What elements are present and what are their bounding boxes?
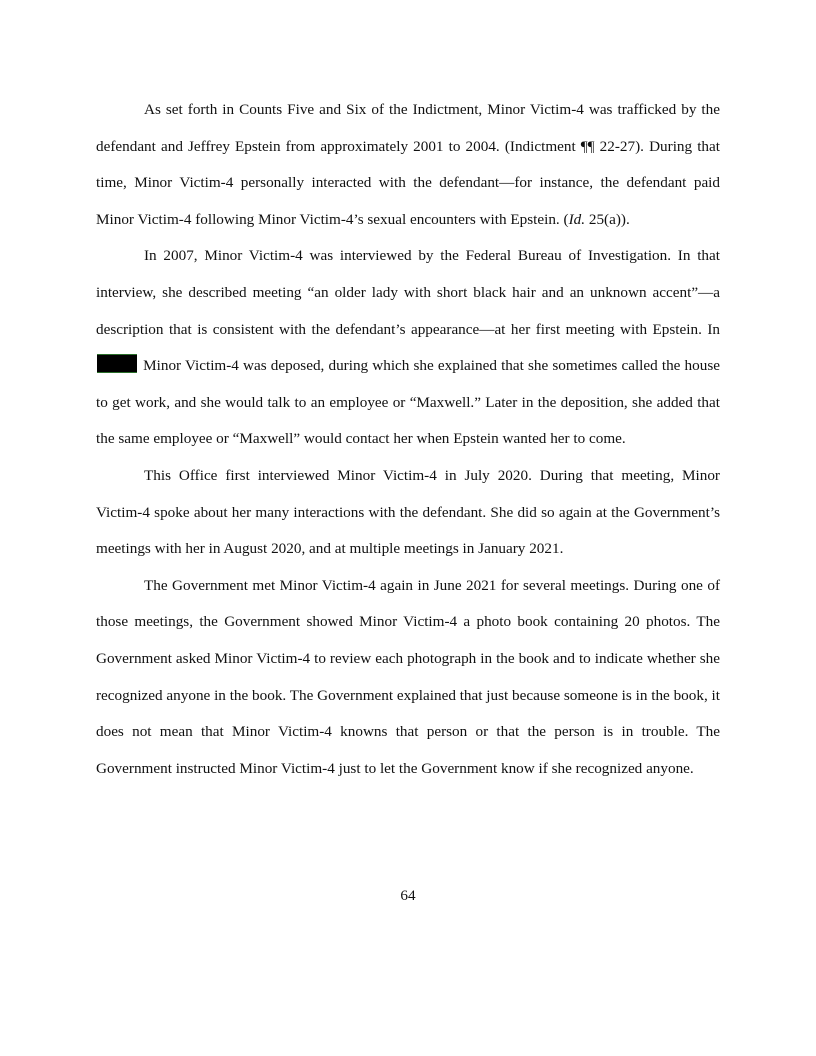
page-number: 64 — [400, 887, 416, 904]
paragraph-2-text-end: Minor Victim-4 was deposed, during which she explained that she sometimes called the house to get work, and she would talk to an employee or “Maxwell.” Later in the deposition, she added that the same employee or “Maxwell” would contact her when Epstein wanted her to come. — [96, 357, 720, 448]
document-body — [96, 92, 720, 787]
paragraph-office-interview: This Office first interviewed Minor Victim-4 in July 2020. During that meeting, Minor Victim-4 spoke about her many interactions with the defendant. She did so again at the Government’s meetings with her in August 2020, and at multiple meetings in January 2021. — [96, 466, 720, 558]
paragraph-fbi-interview — [96, 238, 720, 458]
paragraph-1-text: As set forth in Counts Five and Six of the Indictment, Minor Victim-4 was trafficked by the defendant and Jeffrey Epstein from approximately 2001 to 2004. (Indictment ¶¶ 22-27). During that time, Minor Victim-4 personally interacted with the defendant—for instance, the defendant paid Minor Victim-4 following Minor Victim-4’s sexual encounters with Epstein. ( — [96, 101, 720, 228]
redaction-box — [97, 354, 137, 373]
paragraph-1-citation-end: 25(a)). — [585, 210, 630, 228]
id-citation: Id. — [568, 210, 586, 228]
paragraph-minor-victim-4-trafficking — [96, 92, 720, 238]
paragraph-photo-book: The Government met Minor Victim-4 again in June 2021 for several meetings. During one of those meetings, the Government showed Minor Victim-4 a photo book containing 20 photos. The Government asked Minor Victim-4 to review each photograph in the book and to indicate whether she recognized anyone in the book. The Government explained that just because someone is in the book, it does not mean that Minor Victim-4 knowns that person or that the person is in trouble. The Government instructed Minor Victim-4 just to let the Government know if she recognized anyone. — [96, 576, 720, 777]
paragraph-2-text-start: In 2007, Minor Victim-4 was interviewed by the Federal Bureau of Investigation. In that interview, she described meeting “an older lady with short black hair and an unknown accent”—a description that is consistent with the defendant’s appearance—at her first meeting with Epstein. In — [96, 247, 720, 338]
